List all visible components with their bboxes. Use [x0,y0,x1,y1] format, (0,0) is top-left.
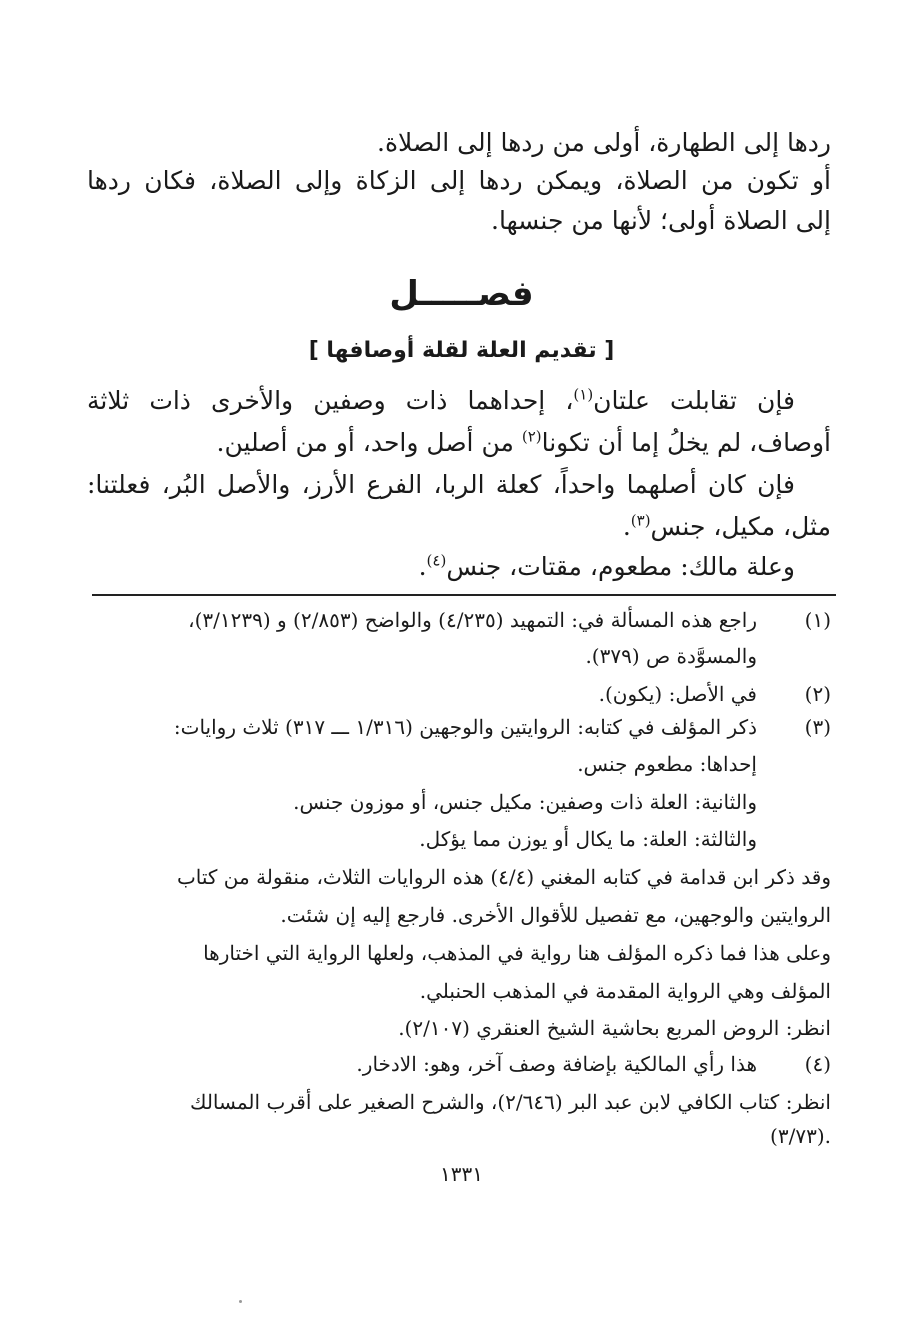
paragraph-2-line-1: فإن كان أصلهما واحداً، كعلة الربا، الفرع الأرز، والأصل البُر، فعلتنا: [87,470,795,499]
footnote-3-line-4: والثالثة: العلة: ما يكال أو يوزن مما يؤكل. [419,827,757,851]
para1-text-a: فإن تقابلت علتان [593,386,795,415]
page-number: ١٣٣١ [440,1162,483,1186]
paragraph-3-line-1 [419,552,795,581]
para2-text-end: . [622,512,631,541]
footnote-4-line-3: (٣/٧٣). [770,1124,831,1148]
para3-text-a: وعلة مالك: مطعوم، مقتات، جنس [446,552,795,581]
footnote-3-line-6: الروايتين والوجهين، مع تفصيل للأقوال الأخرى. فارجع إليه إن شئت. [280,903,831,927]
body-line-3: إلى الصلاة أولى؛ لأنها من جنسها. [491,206,831,235]
footnote-3-line-8: المؤلف وهي الرواية المقدمة في المذهب الحنبلي. [419,979,831,1003]
body-line-1: ردها إلى الطهارة، أولى من ردها إلى الصلاة. [377,128,831,157]
footnote-separator [92,594,836,596]
footnote-4-line-1: هذا رأي المالكية بإضافة وصف آخر، وهو: الادخار. [356,1052,757,1076]
footnote-3-line-3: والثانية: العلة ذات وصفين: مكيل جنس، أو موزون جنس. [293,790,757,814]
footnote-3-line-7: وعلى هذا فما ذكره المؤلف هنا رواية في المذهب، ولعلها الرواية التي اختارها [203,941,831,965]
scan-speck [239,1300,242,1303]
footnote-1-line-1: راجع هذه المسألة في: التمهيد (٤/٢٣٥) والواضح (٢/٨٥٣) و (٣/١٢٣٩)، [188,608,757,632]
footnote-ref-4[interactable]: (٤) [426,551,447,570]
section-title: فصـــــل [389,274,534,314]
footnote-1-line-2: والمسوَّدة ص (٣٧٩). [585,644,757,668]
footnote-ref-1[interactable]: (١) [573,385,594,404]
para1-text-b: ، إحداهما ذات وصفين والأخرى ذات ثلاثة [87,386,574,415]
footnote-2-line-1: في الأصل: (يكون). [598,682,757,706]
footnote-ref-3[interactable]: (٣) [630,511,651,530]
footnote-3-line-9: انظر: الروض المربع بحاشية الشيخ العنقري (٢/١٠٧). [398,1016,831,1040]
footnote-3-line-1: ذكر المؤلف في كتابه: الروايتين والوجهين (١/٣١٦ ـــ ٣١٧) ثلاث روايات: [173,715,757,739]
para3-text-end: . [418,552,427,581]
para2-text-a: مثل، مكيل، جنس [650,512,831,541]
section-subtitle: [ تقديم العلة لقلة أوصافها ] [308,338,615,363]
paragraph-1-line-1 [87,386,831,415]
para1-text-c: أوصاف، لم يخلُ إما أن تكونا [541,428,831,457]
footnote-3-line-5: وقد ذكر ابن قدامة في كتابه المغني (٤/٤) هذه الروايات الثلاث، منقولة من كتاب [176,865,831,889]
footnote-3-line-2: إحداها: مطعوم جنس. [577,752,757,776]
footnote-4-number: (٤) [804,1052,831,1076]
footnote-3-number: (٣) [804,715,831,739]
footnote-4-line-2: انظر: كتاب الكافي لابن عبد البر (٢/٦٤٦)، والشرح الصغير على أقرب المسالك [189,1090,831,1114]
paragraph-2-line-2 [623,512,831,541]
footnote-2-number: (٢) [804,682,831,706]
footnote-1-number: (١) [804,608,831,632]
paragraph-1-line-2 [217,428,831,457]
body-line-2: أو تكون من الصلاة، ويمكن ردها إلى الزكاة وإلى الصلاة، فكان ردها [87,166,831,195]
para1-text-d: من أصل واحد، أو من أصلين. [216,428,522,457]
footnote-ref-2[interactable]: (٢) [521,427,542,446]
